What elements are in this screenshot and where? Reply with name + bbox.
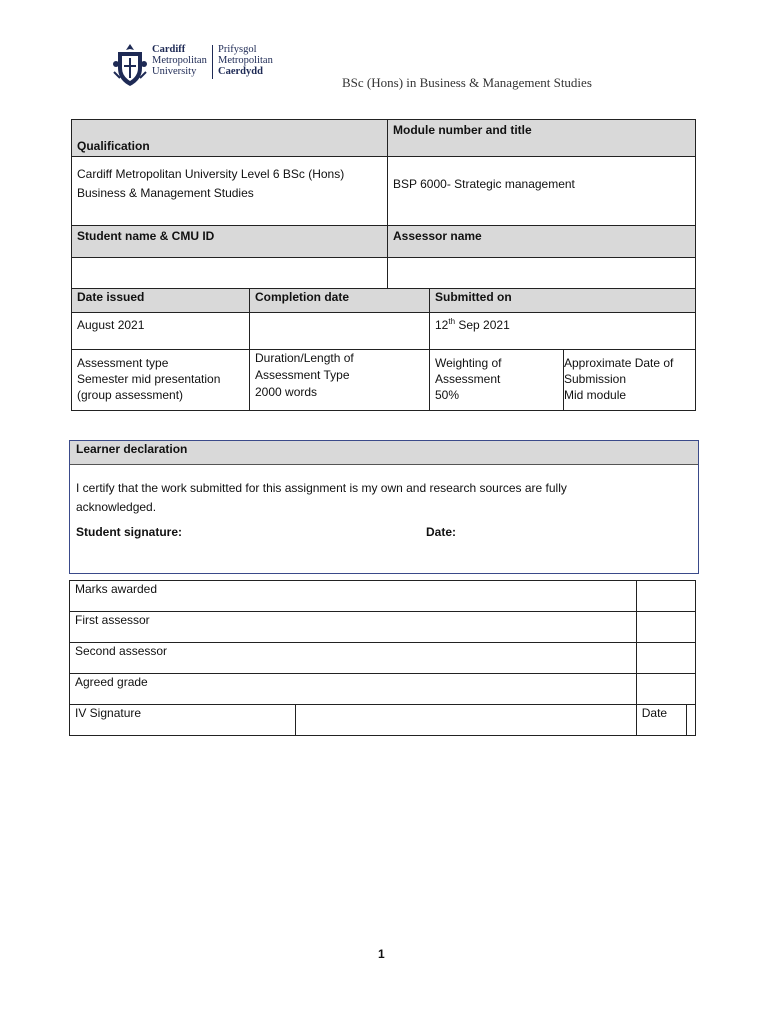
agreed-grade-label: Agreed grade <box>70 674 637 705</box>
date-issued-value: August 2021 <box>72 313 250 350</box>
weighting-cell: Weighting of Assessment 50% <box>430 350 564 411</box>
submitted-on-label: Submitted on <box>430 289 696 313</box>
agreed-grade-field[interactable] <box>636 674 695 705</box>
university-crest-icon <box>112 42 148 88</box>
learner-declaration-box <box>69 440 699 574</box>
iv-date-field[interactable] <box>686 705 695 736</box>
iv-signature-label: IV Signature <box>70 705 296 736</box>
student-signature-label: Student signature: <box>76 525 183 539</box>
logo-divider <box>212 45 213 79</box>
module-label: Module number and title <box>388 120 696 157</box>
university-logo <box>112 42 282 90</box>
assessment-type-cell: Assessment type Semester mid presentation (group assessment) <box>72 350 250 411</box>
marks-awarded-label: Marks awarded <box>70 581 637 612</box>
second-assessor-label: Second assessor <box>70 643 637 674</box>
duration-cell: Duration/Length of Assessment Type 2000 words <box>250 350 430 411</box>
declaration-text-line-1: I certify that the work submitted for this assignment is my own and research sources are fully <box>76 481 567 495</box>
approx-date-cell: Approximate Date of Submission Mid module <box>564 350 696 411</box>
logo-welsh-text: Prifysgol Metropolitan Caerdydd <box>218 44 273 77</box>
submitted-on-value: 12th Sep 2021 <box>430 313 696 350</box>
qualification-value: Cardiff Metropolitan University Level 6 BSc (Hons) Business & Management Studies <box>72 157 388 226</box>
marks-awarded-field[interactable] <box>636 581 695 612</box>
assessor-name-field[interactable] <box>388 258 696 290</box>
declaration-body <box>70 465 698 543</box>
second-assessor-field[interactable] <box>636 643 695 674</box>
iv-date-label: Date <box>636 705 686 736</box>
assessor-name-label: Assessor name <box>388 226 696 258</box>
signature-row <box>76 523 698 543</box>
student-name-label: Student name & CMU ID <box>72 226 388 258</box>
page-number: 1 <box>378 947 385 961</box>
qualification-table <box>71 119 696 290</box>
student-name-field[interactable] <box>72 258 388 290</box>
date-issued-label: Date issued <box>72 289 250 313</box>
marks-table <box>69 580 696 736</box>
declaration-date-label: Date: <box>426 525 457 539</box>
completion-date-value[interactable] <box>250 313 430 350</box>
first-assessor-label: First assessor <box>70 612 637 643</box>
qualification-label: Qualification <box>72 120 388 157</box>
declaration-text-line-2: acknowledged. <box>76 500 157 514</box>
declaration-title: Learner declaration <box>70 441 698 465</box>
module-value: BSP 6000- Strategic management <box>388 157 696 226</box>
first-assessor-field[interactable] <box>636 612 695 643</box>
dates-table <box>71 288 696 411</box>
completion-date-label: Completion date <box>250 289 430 313</box>
logo-english-text: Cardiff Metropolitan University <box>152 44 207 77</box>
page-header-title: BSc (Hons) in Business & Management Studies <box>342 75 592 90</box>
iv-signature-field[interactable] <box>296 705 637 736</box>
